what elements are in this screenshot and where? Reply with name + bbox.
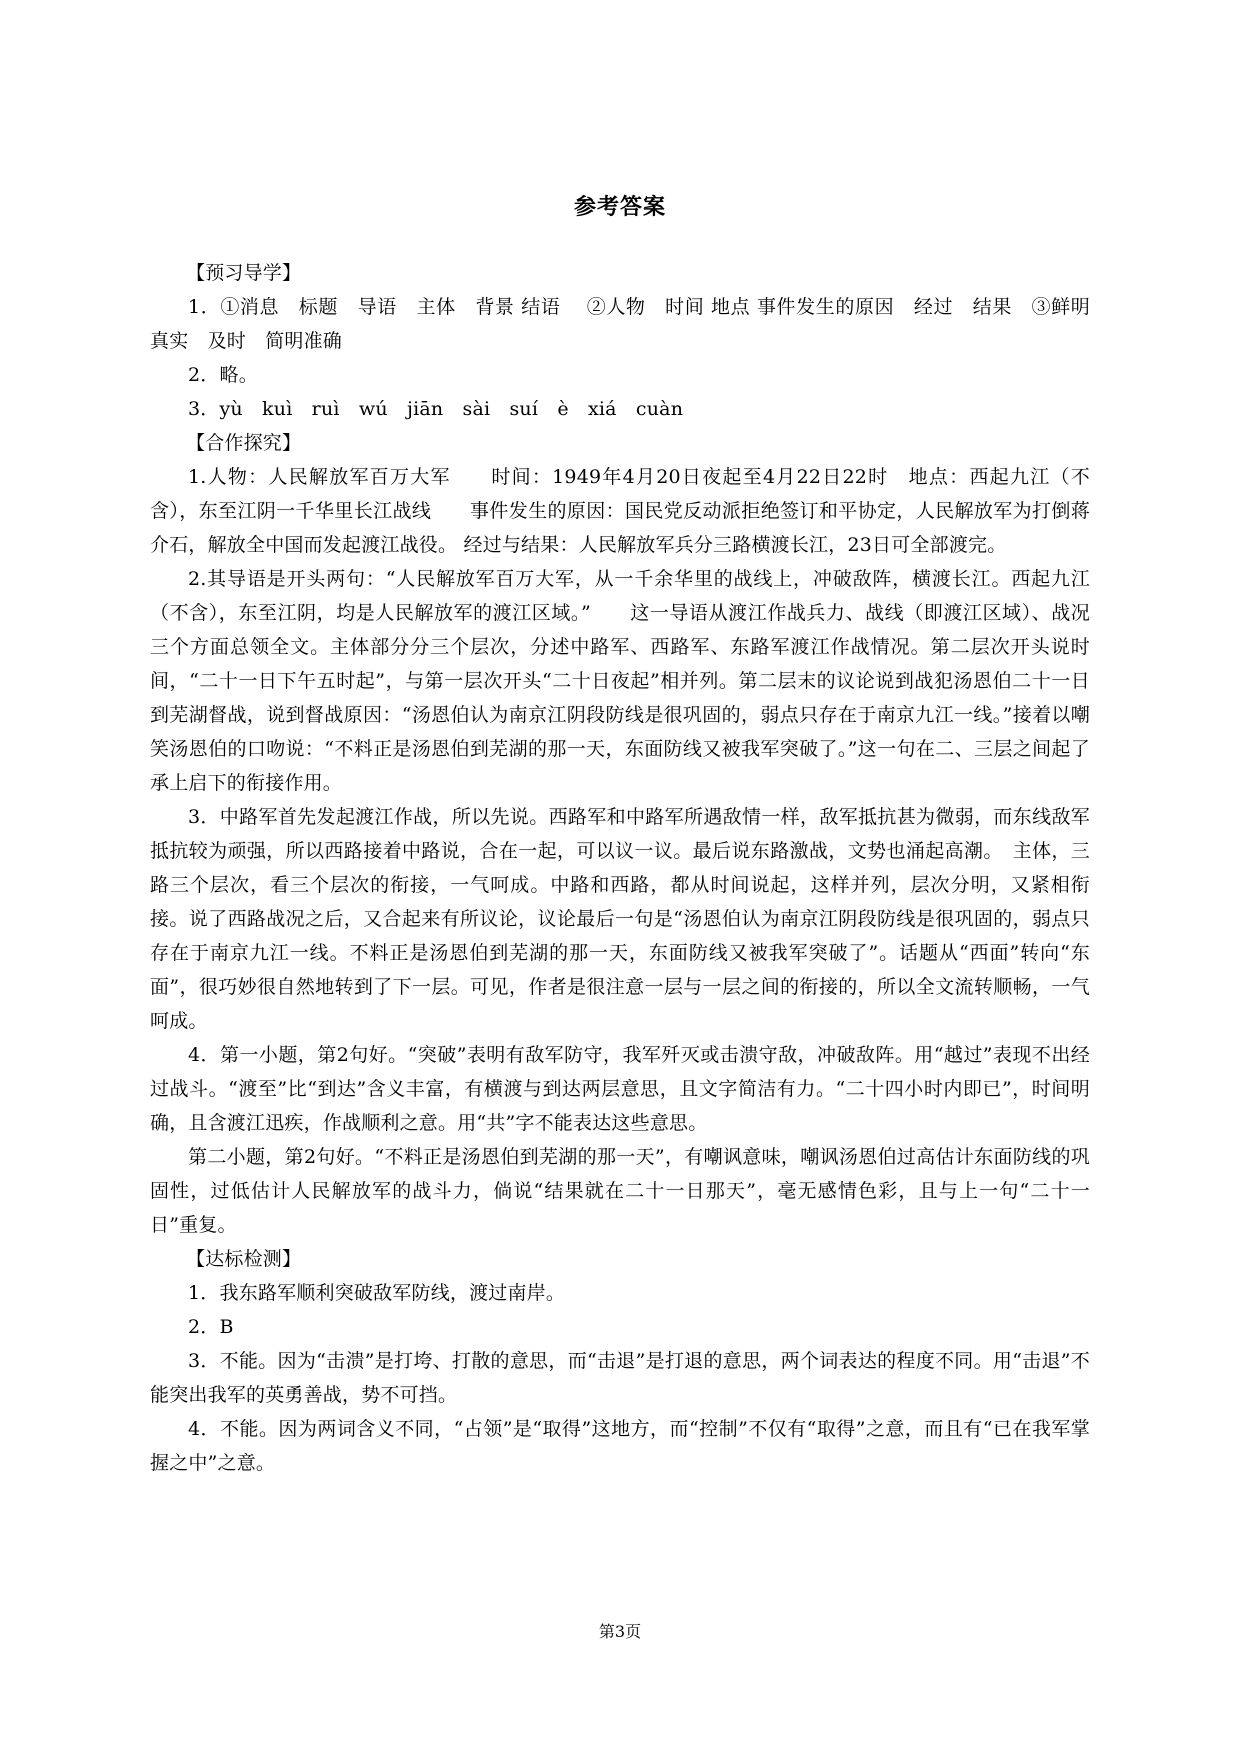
page-title: 参考答案 (573, 195, 666, 220)
section-heading-test: 【达标检测】 (186, 1248, 302, 1270)
preview-answer-1: 1．①消息 标题 导语 主体 背景 结语 ②人物 时间 地点 事件发生的原因 经过 结果 ③鲜明 真实 及时 简明准确 (150, 296, 1110, 352)
preview-answer-2: 2．略。 (188, 364, 258, 386)
section-heading-preview: 【预习导学】 (186, 262, 302, 284)
preview-answer-3: 3．yù kuì ruì wú jiān sài suí è xiá cuàn (188, 398, 684, 420)
explore-answer-4: 4．第一小题，第2句好。“突破”表明有敌军防守，我军歼灭或击溃守敌，冲破敌阵。用“越过”表现不出经过战斗。“渡至”比“到达”含义丰富，有横渡与到达两层意思，且文字简洁有力。“二十四小时内即已”，时间明确，且含渡江迅疾，作战顺利之意。用“共”字不能表达这些意思。 (150, 1044, 1090, 1134)
test-answer-2: 2．B (188, 1316, 234, 1338)
explore-answer-3: 3．中路军首先发起渡江作战，所以先说。西路军和中路军所遇敌情一样，敌军抵抗甚为微弱，而东线敌军抵抗较为顽强，所以西路接着中路说，合在一起，可以议一议。最后说东路激战，文势也涌起高潮。 主体，三路三个层次，看三个层次的衔接，一气呵成。中路和西路，都从时间说起，这样并列，层次分明，又紧相衔接。说了西路战况之后，又合起来有所议论，议论最后一句是“汤恩伯认为南京江阴段防线是很巩固的，弱点只存在于南京九江一线。不料正是汤恩伯到芜湖的那一天，东面防线又被我军突破了”。话题从“西面”转向“东面”，很巧妙很自然地转到了下一层。可见，作者是很注意一层与一层之间的衔接的，所以全文流转顺畅，一气呵成。 (150, 806, 1090, 1032)
test-answer-1: 1．我东路军顺利突破敌军防线，渡过南岸。 (188, 1282, 566, 1304)
test-answer-3: 3．不能。因为“击溃”是打垮、打散的意思，而“击退”是打退的意思，两个词表达的程度不同。用“击退”不能突出我军的英勇善战，势不可挡。 (150, 1350, 1090, 1406)
answer-content (150, 256, 1110, 1480)
explore-answer-1: 1.人物：人民解放军百万大军 时间：1949年4月20日夜起至4月22日22时 地点：西起九江（不含），东至江阴一千华里长江战线 事件发生的原因：国民党反动派拒绝签订和平协定，人民解放军为打倒蒋介石，解放全中国而发起渡江战役。 经过与结果：人民解放军兵分三路横渡长江，23日可全部渡完。 (150, 466, 1090, 556)
explore-answer-4b: 第二小题，第2句好。“不料正是汤恩伯到芜湖的那一天”，有嘲讽意味，嘲讽汤恩伯过高估计东面防线的巩固性，过低估计人民解放军的战斗力，倘说“结果就在二十一日那天”，毫无感情色彩，且与上一句“二十一日”重复。 (150, 1146, 1090, 1236)
page-number: 第3页 (598, 1622, 642, 1641)
test-answer-4: 4．不能。因为两词含义不同，“占领”是“取得”这地方，而“控制”不仅有“取得”之意，而且有“已在我军掌握之中”之意。 (150, 1418, 1090, 1474)
explore-answer-2: 2.其导语是开头两句：“人民解放军百万大军，从一千余华里的战线上，冲破敌阵，横渡长江。西起九江（不含），东至江阴，均是人民解放军的渡江区域。” 这一导语从渡江作战兵力、战线（即渡江区域）、战况三个方面总领全文。主体部分分三个层次，分述中路军、西路军、东路军渡江作战情况。第二层次开头说时间，“二十一日下午五时起”，与第一层次开头“二十日夜起”相并列。第二层末的议论说到战犯汤恩伯二十一日到芜湖督战，说到督战原因：“汤恩伯认为南京江阴段防线是很巩固的，弱点只存在于南京九江一线。”接着以嘲笑汤恩伯的口吻说：“不料正是汤恩伯到芜湖的那一天，东面防线又被我军突破了。”这一句在二、三层之间起了承上启下的衔接作用。 (150, 568, 1090, 794)
section-heading-explore: 【合作探究】 (186, 432, 302, 454)
